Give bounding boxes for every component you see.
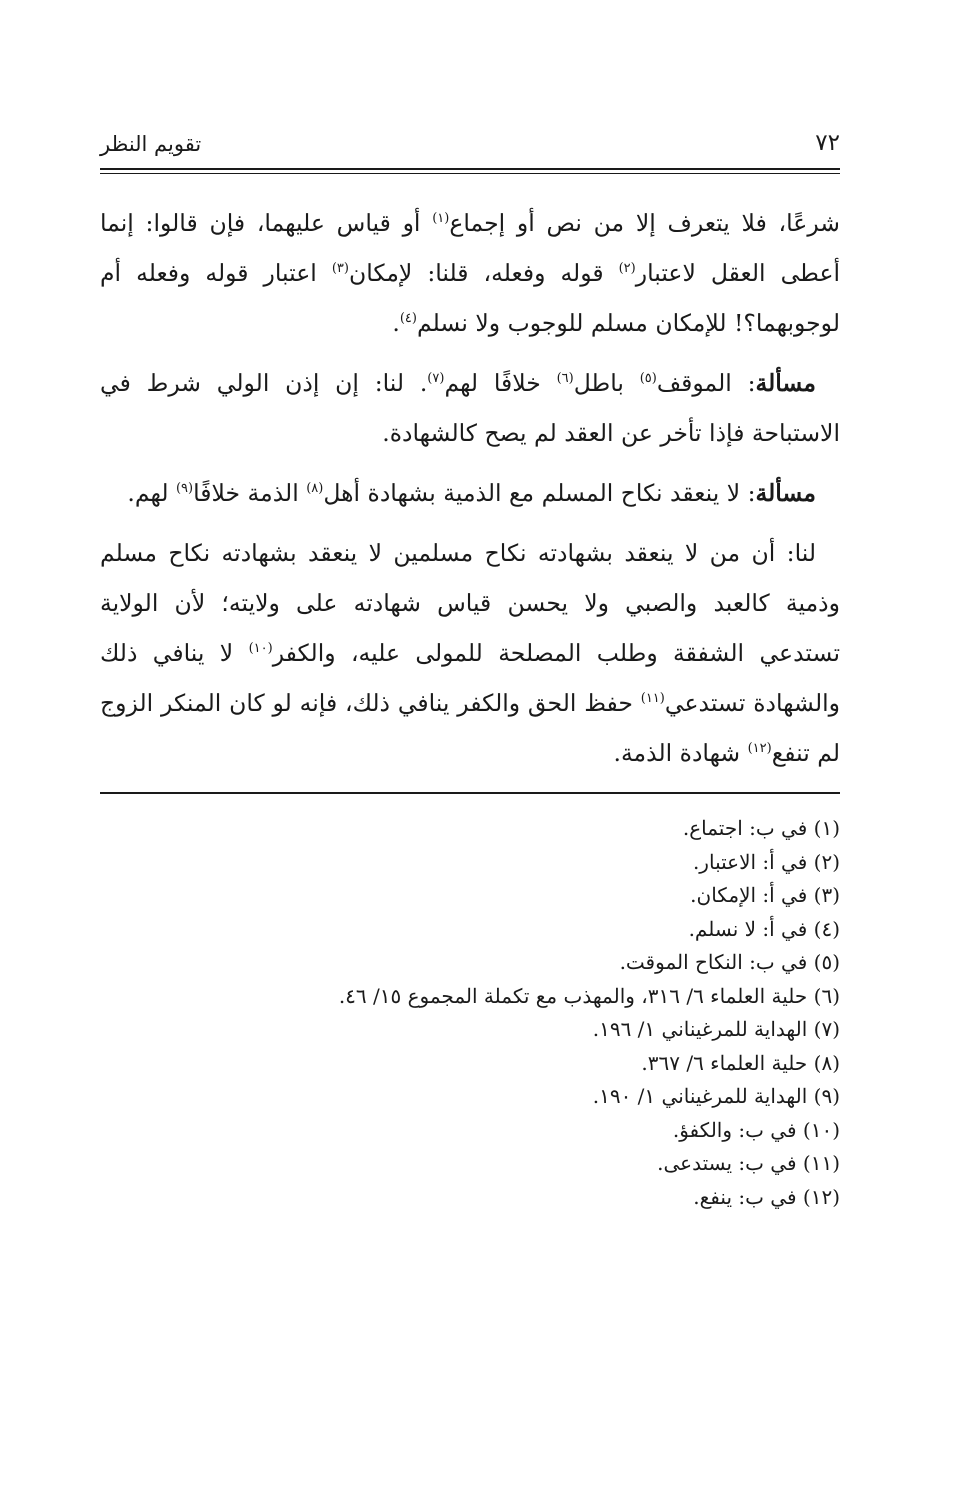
- issue-label: مسألة: [755, 369, 816, 397]
- footnote-ref-1: (١): [432, 211, 450, 227]
- paragraph-3: [100, 468, 840, 518]
- footnote-8: (٨) حلية العلماء ٦/ ٣٦٧.: [641, 1050, 840, 1075]
- paragraph-2: [100, 358, 840, 458]
- footnote-5: (٥) في ب: النكاح الموقت.: [619, 950, 840, 974]
- footnote-3: (٣) في أ: الإمكان.: [690, 883, 840, 907]
- footnote-ref-12: (١٢): [747, 741, 772, 757]
- text-run: أو قياس عليهما، فإن قالوا: إنما أعطى العقل لاعتبار: [100, 209, 841, 287]
- text-run: قوله وفعله، قلنا: لإمكان: [348, 259, 619, 287]
- text-run: اعتبار قوله وفعله أم لوجوبهما؟! للإمكان مسلم للوجوب ولا نسلم: [100, 259, 840, 337]
- footnote-ref-9: (٩): [175, 481, 194, 497]
- footnote-ref-10: (١٠): [248, 641, 273, 657]
- main-text: [100, 198, 840, 778]
- footnote-4: (٤) في أ: لا نسلم.: [688, 916, 840, 941]
- footnote-ref-7: (٧): [427, 371, 445, 387]
- text-run: باطل: [573, 369, 640, 397]
- footnote-10: (١٠) في ب: والكفؤ.: [672, 1117, 840, 1142]
- text-run: لنا: أن من لا ينعقد بشهادته نكاح مسلمين لا ينعقد بشهادته نكاح مسلم وذمية كالعبد والصبي ولا يحسن قياس شهادته على ولايته؛ لأن الولاية تستدعي الشفقة وطلب المصلحة للمولى عليه، والكفر: [100, 539, 840, 667]
- footnote-2: (٢) في أ: الاعتبار.: [692, 849, 840, 874]
- footnote-separator: [100, 792, 840, 794]
- paragraph-4: [100, 528, 840, 778]
- footnote-9: (٩) الهداية للمرغيناني ١/ ١٩٠.: [592, 1084, 840, 1108]
- text-run: الذمة خلافًا: [193, 479, 307, 507]
- text-run: لهم.: [127, 479, 176, 507]
- header-rule-thick: [100, 168, 840, 170]
- text-run: شرعًا، فلا يتعرف إلا من نص أو إجماع: [449, 209, 840, 237]
- text-run: : الموقف: [656, 369, 756, 397]
- footnote-ref-8: (٨): [306, 481, 324, 497]
- footnotes-list: [100, 812, 840, 1214]
- footnote-6: (٦) حلية العلماء ٦/ ٣١٦، والمهذب مع تكملة المجموع ١٥/ ٤٦.: [338, 983, 840, 1008]
- page-number: ٧٢: [815, 130, 840, 156]
- running-header: [100, 128, 840, 162]
- footnote-ref-6: (٦): [556, 371, 574, 387]
- text-run: : لا ينعقد نكاح المسلم مع الذمية بشهادة أهل: [323, 479, 756, 507]
- text-run: .: [392, 309, 400, 337]
- footnote-ref-5: (٥): [639, 371, 657, 387]
- running-title: تقويم النظر: [100, 132, 202, 156]
- footnote-ref-2: (٢): [618, 261, 636, 277]
- book-page: [100, 128, 840, 1214]
- footnote-11: (١١) في ب: يستدعى.: [657, 1151, 840, 1175]
- footnote-7: (٧) الهداية للمرغيناني ١/ ١٩٦.: [592, 1017, 840, 1041]
- footnote-ref-11: (١١): [640, 691, 665, 707]
- footnote-ref-4: (٤): [399, 311, 417, 327]
- header-rule-thin: [100, 173, 840, 174]
- text-run: خلافًا لهم: [444, 369, 557, 397]
- text-run: لا ينافي ذلك والشهادة تستدعي: [100, 639, 840, 717]
- text-run: . لنا: إن إذن الولي شرط في الاستباحة فإذا تأخر عن العقد لم يصح كالشهادة.: [100, 369, 840, 447]
- footnote-ref-3: (٣): [331, 261, 349, 277]
- footnote-1: (١) في ب: اجتماع.: [682, 816, 840, 840]
- text-run: حفظ الحق والكفر ينافي ذلك، فإنه لو كان المنكر الزوج لم تنفع: [100, 689, 840, 767]
- paragraph-1: [100, 198, 840, 348]
- text-run: شهادة الذمة.: [613, 739, 748, 767]
- issue-label: مسألة: [755, 479, 816, 507]
- footnote-12: (١٢) في ب: ينفع.: [693, 1184, 840, 1209]
